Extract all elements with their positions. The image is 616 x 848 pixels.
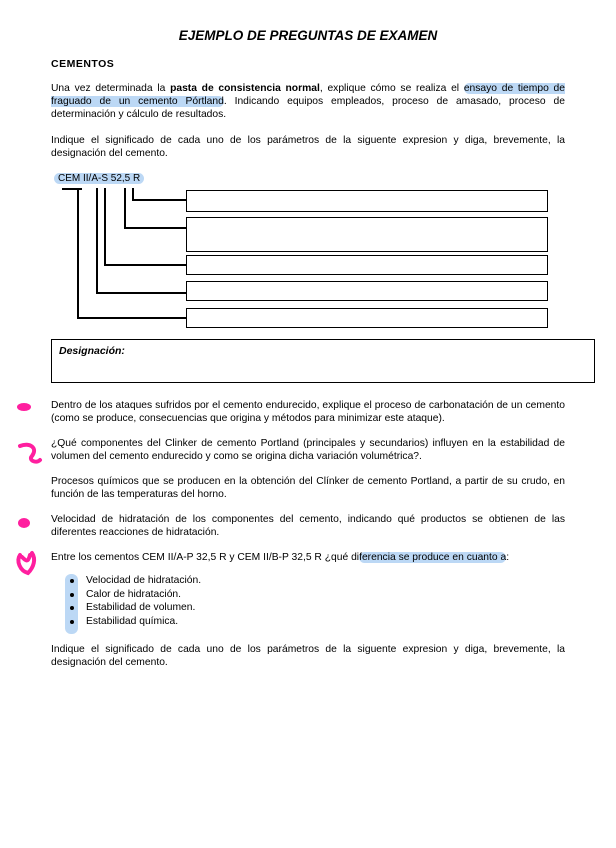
bracket-line xyxy=(124,188,126,228)
designation-label: Designación: xyxy=(59,345,125,357)
section-heading: CEMENTOS xyxy=(51,58,115,70)
q7-list xyxy=(70,574,201,628)
q1-text-e: . Indicando equipos empleados, proceso de amasado, proceso de determinación y cálculo de resultados. xyxy=(51,96,565,120)
bracket-line xyxy=(96,292,186,294)
question-2: Indique el significado de cada uno de los parámetros de la siguente expresion y diga, brevemente, la designación del cemento. xyxy=(51,135,565,159)
answer-box-4[interactable] xyxy=(186,281,548,301)
question-1 xyxy=(51,82,565,121)
answer-box-3[interactable] xyxy=(186,255,548,275)
cement-code-text: CEM II/A-S 52,5 R xyxy=(54,173,144,184)
question-3: Dentro de los ataques sufridos por el cemento endurecido, explique el proceso de carbonatación de un cemento (como se produce, consecuencias que origina y métodos para minimizar este ataque). xyxy=(51,400,565,424)
pink-dot-mark-icon xyxy=(14,398,38,418)
designation-box[interactable] xyxy=(51,339,595,383)
bracket-line xyxy=(96,188,98,293)
bullet-icon xyxy=(70,579,74,583)
q1-text-c: , explique cómo se realiza el xyxy=(319,83,464,94)
pink-heart-mark-icon xyxy=(12,549,42,577)
answer-box-1[interactable] xyxy=(186,190,548,212)
bracket-line xyxy=(104,188,106,265)
q1-highlight: ensayo de tiempo de fraguado de un cemento Pórtland xyxy=(51,83,565,107)
q1-bold: pasta de consistencia normal xyxy=(170,83,320,94)
bracket-line xyxy=(77,317,186,319)
bracket-line xyxy=(132,199,186,201)
list-item: Velocidad de hidratación. xyxy=(70,574,201,588)
q1-text-a: Una vez determinada la xyxy=(51,83,171,94)
answer-box-2[interactable] xyxy=(186,217,548,252)
page-title: EJEMPLO DE PREGUNTAS DE EXAMEN xyxy=(178,28,438,43)
question-4: ¿Qué componentes del Clinker de cemento Portland (principales y secundarios) influyen en la estabilidad de volumen del cemento endurecido y como se origina dicha variación volumétrica?. xyxy=(51,438,565,462)
question-6: Velocidad de hidratación de los componentes del cemento, indicando qué productos se obtienen de las diferentes reacciones de hidratación. xyxy=(51,514,565,538)
list-item: Estabilidad de volumen. xyxy=(70,601,201,615)
pink-curl-mark-icon xyxy=(14,440,44,468)
bracket-line xyxy=(124,227,186,229)
list-item: Estabilidad química. xyxy=(70,615,201,629)
question-7 xyxy=(51,551,565,564)
question-8: Indique el significado de cada uno de los parámetros de la siguente expresion y diga, brevemente, la designación del cemento. xyxy=(51,644,565,668)
bullet-icon xyxy=(70,593,74,597)
bracket-line xyxy=(104,264,186,266)
cement-code xyxy=(54,173,144,184)
list-item: Calor de hidratación. xyxy=(70,588,201,602)
q7-text-c: : xyxy=(506,552,510,563)
bullet-icon xyxy=(70,620,74,624)
bracket-line xyxy=(77,188,79,318)
pink-dot-mark-icon xyxy=(14,514,38,534)
answer-box-5[interactable] xyxy=(186,308,548,328)
q7-highlight: ferencia se produce en cuanto a xyxy=(359,552,507,563)
bracket-line xyxy=(62,188,82,190)
q7-text-a: Entre los cementos CEM II/A-P 32,5 R y CEM II/B-P 32,5 R ¿qué di xyxy=(51,552,360,563)
bullet-icon xyxy=(70,606,74,610)
question-5: Procesos químicos que se producen en la obtención del Clínker de cemento Portland, a partir de su crudo, en función de las temperaturas del horno. xyxy=(51,476,565,500)
